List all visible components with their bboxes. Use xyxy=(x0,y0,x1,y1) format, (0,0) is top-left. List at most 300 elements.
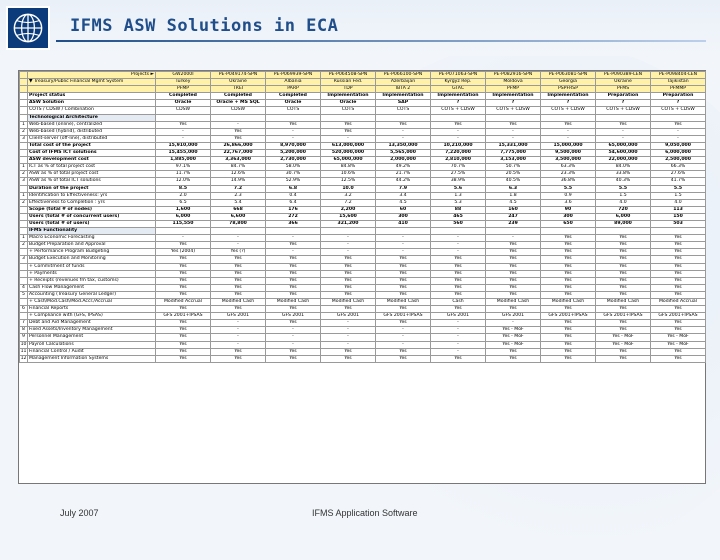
table-cell: COTS + CDSW xyxy=(651,107,706,114)
table-cell: Yes xyxy=(156,121,211,128)
table-row xyxy=(20,348,706,355)
table-cell: 3,500,000 xyxy=(541,157,596,164)
table-cell: 321,200 xyxy=(321,220,376,227)
table-cell: 1,885,000 xyxy=(156,157,211,164)
row-number xyxy=(20,93,28,100)
table-cell: Yes xyxy=(266,306,321,313)
table-cell: Yes xyxy=(651,242,706,249)
table-row xyxy=(20,220,706,227)
table-cell: Yes xyxy=(156,327,211,334)
project-id-cell: PE-P063081-SPN xyxy=(541,72,596,79)
table-cell: Yes xyxy=(596,235,651,242)
table-cell: Yes xyxy=(486,249,541,256)
table-cell: Yes (2004) xyxy=(156,249,211,256)
row-number xyxy=(20,313,28,320)
row-number: 7 xyxy=(20,320,28,327)
table-row xyxy=(20,235,706,242)
table-cell: Yes xyxy=(211,263,266,270)
table-cell: Oracle xyxy=(321,100,376,107)
table-cell: 247 xyxy=(486,213,541,220)
table-cell: GFS 2001+IPSAS xyxy=(541,313,596,320)
table-cell: Yes xyxy=(321,306,376,313)
table-cell: Yes xyxy=(431,270,486,277)
project-agency-cell: TREI xyxy=(211,86,266,93)
table-cell: Yes xyxy=(486,291,541,298)
table-cell: 15,331,000 xyxy=(486,142,541,149)
table-cell: 6.3 xyxy=(486,185,541,192)
table-cell: 70.7% xyxy=(431,164,486,171)
table-cell: 6,000 xyxy=(156,213,211,220)
table-cell: 40.3% xyxy=(596,178,651,185)
table-cell: 5.5 xyxy=(596,185,651,192)
row-number: 9 xyxy=(20,334,28,341)
table-cell: - xyxy=(541,128,596,135)
table-row xyxy=(20,327,706,334)
table-cell: 11.7% xyxy=(156,171,211,178)
table-cell: - xyxy=(376,249,431,256)
table-row xyxy=(20,320,706,327)
row-number: 2 xyxy=(20,242,28,249)
table-cell: Yes xyxy=(156,277,211,284)
table-cell: 49.2% xyxy=(376,164,431,171)
table-cell: 15,910,000 xyxy=(156,142,211,149)
row-number: 10 xyxy=(20,341,27,347)
row-number xyxy=(20,142,28,149)
project-id-row xyxy=(20,72,706,79)
project-agency-cell: PFMMP xyxy=(651,86,706,93)
table-cell: - xyxy=(266,334,321,341)
table-cell: 6.4 xyxy=(266,199,321,206)
table-cell: Yes xyxy=(486,355,541,362)
table-cell: 4.0 xyxy=(651,199,706,206)
table-cell: Yes xyxy=(541,270,596,277)
table-cell: - xyxy=(211,327,266,334)
project-agency-cell: TDP xyxy=(321,86,376,93)
table-cell: 1.5 xyxy=(596,192,651,199)
table-cell: - xyxy=(376,341,431,348)
row-number: 2 xyxy=(20,128,28,135)
table-cell: - xyxy=(211,121,266,128)
table-cell: Yes xyxy=(376,291,431,298)
table-cell: - xyxy=(266,135,321,142)
table-cell: - xyxy=(596,135,651,142)
row-number xyxy=(20,86,28,93)
table-cell: Yes xyxy=(596,348,651,355)
table-row xyxy=(20,355,706,362)
table-cell: 6,600 xyxy=(211,213,266,220)
table-cell: 12.5% xyxy=(321,178,376,185)
table-row xyxy=(20,313,706,320)
table-cell: 90 xyxy=(541,206,596,213)
row-number xyxy=(20,185,28,192)
table-cell: 668 xyxy=(211,206,266,213)
table-cell: 650 xyxy=(541,220,596,227)
table-cell: 7,220,000 xyxy=(431,150,486,157)
table-cell: Yes xyxy=(321,291,376,298)
table-cell: COTS xyxy=(376,107,431,114)
table-cell: Implementation xyxy=(376,93,431,100)
row-number xyxy=(20,299,28,306)
table-cell: - xyxy=(156,135,211,142)
table-cell: Yes xyxy=(431,263,486,270)
table-cell: 8.5 xyxy=(156,185,211,192)
table-row xyxy=(20,341,706,348)
table-row xyxy=(20,199,706,206)
row-number xyxy=(20,213,28,220)
project-agency-row xyxy=(20,86,706,93)
table-cell xyxy=(486,114,541,121)
row-label: ASW development cost xyxy=(28,157,156,164)
project-country-cell: Azerbaijan xyxy=(376,79,431,86)
table-cell: Yes xyxy=(541,320,596,327)
table-cell: 20.5% xyxy=(486,171,541,178)
header-label: ▼ Treasury/Public Financial Mgmt System xyxy=(28,79,156,86)
table-cell: 3.4 xyxy=(376,192,431,199)
table-cell: 7.2 xyxy=(321,199,376,206)
table-cell: Yes xyxy=(596,320,651,327)
row-number: 1 xyxy=(20,121,28,128)
table-cell: 9,050,000 xyxy=(651,142,706,149)
row-number: 8 xyxy=(20,327,28,334)
row-number xyxy=(20,72,28,79)
table-cell: Yes xyxy=(651,348,706,355)
row-number: 5 xyxy=(20,291,28,298)
row-number xyxy=(20,270,28,277)
table-cell: Yes xyxy=(156,256,211,263)
table-cell: Yes xyxy=(651,270,706,277)
table-cell: 366 xyxy=(266,220,321,227)
table-cell: 560 xyxy=(431,220,486,227)
table-cell: Yes xyxy=(486,263,541,270)
ifms-comparison-table xyxy=(19,71,706,363)
table-cell: Yes xyxy=(651,327,706,334)
row-number: 1 xyxy=(20,235,28,242)
table-cell: - xyxy=(431,341,486,348)
table-cell: 30.7% xyxy=(266,171,321,178)
table-cell: Yes xyxy=(651,249,706,256)
table-cell: - xyxy=(431,128,486,135)
table-cell xyxy=(486,228,541,235)
table-cell: Yes xyxy=(541,334,596,341)
table-cell: 7.2 xyxy=(211,185,266,192)
table-row xyxy=(20,299,706,306)
table-cell: - xyxy=(376,327,431,334)
table-cell: 4.5 xyxy=(376,199,431,206)
table-cell: 10.0 xyxy=(321,185,376,192)
table-cell: ? xyxy=(651,100,706,107)
table-cell: 84.8% xyxy=(321,164,376,171)
row-label: Total cost of the project xyxy=(28,142,156,149)
row-number xyxy=(20,79,28,86)
table-cell: 41.7% xyxy=(651,178,706,185)
table-cell: GFS 2001+IPSAS xyxy=(156,313,211,320)
row-number: 1 xyxy=(20,192,28,199)
table-cell: Completed xyxy=(266,93,321,100)
table-cell: 272 xyxy=(266,213,321,220)
table-cell: 78,800 xyxy=(211,220,266,227)
table-cell: - xyxy=(431,242,486,249)
table-cell: 14.9% xyxy=(211,178,266,185)
project-country-cell: Kyrgyz Rep. xyxy=(431,79,486,86)
table-cell: COTS + CDSW xyxy=(596,107,651,114)
project-agency-cell: PFMS xyxy=(596,86,651,93)
table-cell xyxy=(321,228,376,235)
table-cell: Yes xyxy=(541,284,596,291)
table-cell: Implementation xyxy=(321,93,376,100)
table-cell: GFS 2001 xyxy=(266,313,321,320)
table-cell xyxy=(541,228,596,235)
row-label: + Receipts (revenues fm tax, customs) xyxy=(28,277,156,284)
table-cell: Yes xyxy=(486,270,541,277)
row-label: + Commitment of funds xyxy=(28,263,156,270)
project-country-row xyxy=(20,79,706,86)
row-label: Debt and Aid Management xyxy=(28,320,156,327)
project-id-cell: GW2000I xyxy=(156,72,211,79)
table-cell: Yes xyxy=(321,256,376,263)
table-cell: - xyxy=(321,135,376,142)
table-cell: 58.0% xyxy=(266,164,321,171)
table-cell: Modified Cash xyxy=(486,299,541,306)
table-cell: Preparation xyxy=(651,93,706,100)
row-label: COTS / CDSW / Combination xyxy=(28,107,156,114)
table-cell: Yes xyxy=(596,121,651,128)
row-number: 2 xyxy=(20,171,28,178)
header-label: Projects ► xyxy=(28,72,156,79)
table-cell: Yes xyxy=(211,270,266,277)
table-cell: Yes xyxy=(431,284,486,291)
table-row xyxy=(20,263,706,270)
table-cell: Yes xyxy=(541,348,596,355)
table-cell: Oracle xyxy=(266,100,321,107)
table-cell: Yes xyxy=(596,355,651,362)
project-agency-cell: PFMP xyxy=(156,86,211,93)
table-cell: - xyxy=(321,341,376,348)
table-cell: 2,810,000 xyxy=(431,157,486,164)
table-cell: Yes xyxy=(376,263,431,270)
table-cell: Yes xyxy=(541,291,596,298)
table-cell: 0.4 xyxy=(266,192,321,199)
row-number: 3 xyxy=(20,135,28,142)
table-cell: 9,500,000 xyxy=(541,150,596,157)
table-cell: 44.2% xyxy=(376,178,431,185)
table-cell: 54,600,000 xyxy=(596,150,651,157)
table-cell: 503 xyxy=(651,220,706,227)
row-number: 2 xyxy=(20,199,28,206)
table-cell: 10.6% xyxy=(321,171,376,178)
table-cell: - xyxy=(211,242,266,249)
table-cell: Yes xyxy=(541,121,596,128)
table-cell: - xyxy=(431,235,486,242)
table-cell: - xyxy=(376,242,431,249)
table-row xyxy=(20,121,706,128)
table-cell: 520,000,000 xyxy=(321,150,376,157)
table-cell: Yes xyxy=(266,320,321,327)
table-cell: 23.3% xyxy=(541,171,596,178)
table-cell: 2.3 xyxy=(211,192,266,199)
table-cell: - xyxy=(211,341,266,348)
table-cell: 5.3 xyxy=(431,199,486,206)
table-cell: Yes xyxy=(211,256,266,263)
table-cell: 720 xyxy=(596,206,651,213)
table-cell: 40.5% xyxy=(486,178,541,185)
table-cell: - xyxy=(596,128,651,135)
table-cell: Yes xyxy=(541,327,596,334)
row-label: Technological Architecture xyxy=(28,114,156,121)
table-row xyxy=(20,164,706,171)
table-cell: 50.7% xyxy=(486,164,541,171)
table-cell: 13,350,000 xyxy=(376,142,431,149)
table-row xyxy=(20,185,706,192)
table-cell xyxy=(376,114,431,121)
table-cell: - xyxy=(211,235,266,242)
table-cell: Yes xyxy=(651,284,706,291)
project-agency-cell: PARP xyxy=(266,86,321,93)
row-number: 3 xyxy=(20,178,28,185)
table-row xyxy=(20,206,706,213)
table-cell: Yes xyxy=(376,355,431,362)
table-cell: Yes xyxy=(376,270,431,277)
table-cell: 33.8% xyxy=(596,171,651,178)
table-cell: 3,153,000 xyxy=(486,157,541,164)
table-row xyxy=(20,228,706,235)
table-cell: - xyxy=(321,320,376,327)
table-cell: COTS xyxy=(321,107,376,114)
row-number: 12 xyxy=(20,355,27,361)
table-row xyxy=(20,284,706,291)
table-cell: 10,210,000 xyxy=(431,142,486,149)
project-id-cell: PE-P049174-SPN xyxy=(211,72,266,79)
table-row xyxy=(20,270,706,277)
table-cell: Yes xyxy=(486,121,541,128)
row-label: Duration of the project xyxy=(28,185,156,192)
row-label: ASW as % of total project cost xyxy=(28,171,156,178)
row-number xyxy=(20,114,28,121)
row-number xyxy=(20,249,28,256)
table-cell: 7,775,000 xyxy=(486,150,541,157)
table-cell: Yes xyxy=(156,341,211,348)
row-label: Accounting (Treasury General Ledger) xyxy=(28,291,156,298)
table-cell: 22,000,000 xyxy=(596,157,651,164)
table-cell: Yes xyxy=(376,256,431,263)
row-label: Users (total # of users) xyxy=(28,220,156,227)
table-cell: 3.2 xyxy=(321,192,376,199)
table-cell: 2,730,000 xyxy=(266,157,321,164)
table-row xyxy=(20,128,706,135)
table-cell: Implementation xyxy=(486,93,541,100)
table-cell: Yes xyxy=(596,277,651,284)
row-label: ICT as % of total project cost xyxy=(28,164,156,171)
table-cell: Yes xyxy=(651,306,706,313)
table-cell xyxy=(376,228,431,235)
table-cell: 88 xyxy=(431,206,486,213)
table-cell: SAP xyxy=(376,100,431,107)
row-label: Client-server (off-line), distributed xyxy=(28,135,156,142)
table-cell: 60 xyxy=(376,206,431,213)
table-cell xyxy=(596,228,651,235)
table-cell: 15,455,000 xyxy=(156,150,211,157)
table-cell: Yes xyxy=(156,306,211,313)
project-agency-cell: GTAC xyxy=(431,86,486,93)
table-cell: - xyxy=(486,135,541,142)
table-cell: COTS xyxy=(266,107,321,114)
project-id-cell: PE-P071063-SPN xyxy=(431,72,486,79)
table-cell: GFS 2001 xyxy=(321,313,376,320)
table-cell: Modified Cash xyxy=(211,299,266,306)
table-cell: Yes xyxy=(431,355,486,362)
row-number xyxy=(20,150,28,157)
table-cell: 38.9% xyxy=(431,178,486,185)
table-cell: Yes xyxy=(376,277,431,284)
table-cell: Yes xyxy=(321,277,376,284)
table-cell: Yes xyxy=(596,249,651,256)
row-label: Financial Control / Audit xyxy=(28,348,156,355)
table-cell: Yes xyxy=(651,291,706,298)
table-cell: Modified Cash xyxy=(321,299,376,306)
table-cell: Yes xyxy=(376,121,431,128)
table-cell: - xyxy=(486,320,541,327)
table-cell: Modified Accrual xyxy=(651,299,706,306)
table-cell: 465 xyxy=(431,213,486,220)
table-cell: - xyxy=(321,334,376,341)
table-cell: Yes - MoF xyxy=(651,341,706,348)
table-cell: 160 xyxy=(486,206,541,213)
table-cell xyxy=(596,114,651,121)
row-label: Personnel Management xyxy=(28,334,156,341)
table-cell: Yes xyxy=(486,256,541,263)
table-row xyxy=(20,93,706,100)
table-cell: Yes xyxy=(651,256,706,263)
table-cell: - xyxy=(266,249,321,256)
table-cell xyxy=(156,228,211,235)
project-country-cell: Ukraine xyxy=(211,79,266,86)
project-country-cell: Ukraine xyxy=(596,79,651,86)
row-number xyxy=(20,157,28,164)
table-cell: Yes xyxy=(651,355,706,362)
row-label: Budget Preparation and Approval xyxy=(28,242,156,249)
table-row xyxy=(20,178,706,185)
row-number: 11 xyxy=(20,348,27,354)
table-cell: Yes - MoF xyxy=(486,327,541,334)
table-cell: Implementation xyxy=(541,93,596,100)
table-cell: Yes - MoF xyxy=(596,341,651,348)
project-country-cell: Moldova xyxy=(486,79,541,86)
table-cell: Preparation xyxy=(596,93,651,100)
row-number xyxy=(20,206,28,213)
world-bank-logo-icon xyxy=(6,6,50,50)
table-cell: Yes xyxy=(541,235,596,242)
table-cell: Yes xyxy=(211,135,266,142)
table-cell: ? xyxy=(431,100,486,107)
table-cell: 3.6 xyxy=(541,199,596,206)
table-cell: Modified Cash xyxy=(376,299,431,306)
row-label: Financial Reports xyxy=(28,306,156,313)
table-cell: Yes xyxy=(321,121,376,128)
table-cell: Yes xyxy=(596,284,651,291)
table-cell: - xyxy=(376,128,431,135)
table-cell: Yes xyxy=(211,348,266,355)
table-cell: COTS + CDSW xyxy=(431,107,486,114)
table-cell xyxy=(431,228,486,235)
table-cell: Yes xyxy=(596,242,651,249)
table-cell xyxy=(431,114,486,121)
table-cell: ? xyxy=(541,100,596,107)
row-label: Payroll Calculations xyxy=(28,341,156,348)
table-row xyxy=(20,249,706,256)
table-cell: - xyxy=(211,334,266,341)
table-cell: - xyxy=(156,235,211,242)
table-cell: Yes xyxy=(211,306,266,313)
table-cell: 27.6% xyxy=(651,171,706,178)
